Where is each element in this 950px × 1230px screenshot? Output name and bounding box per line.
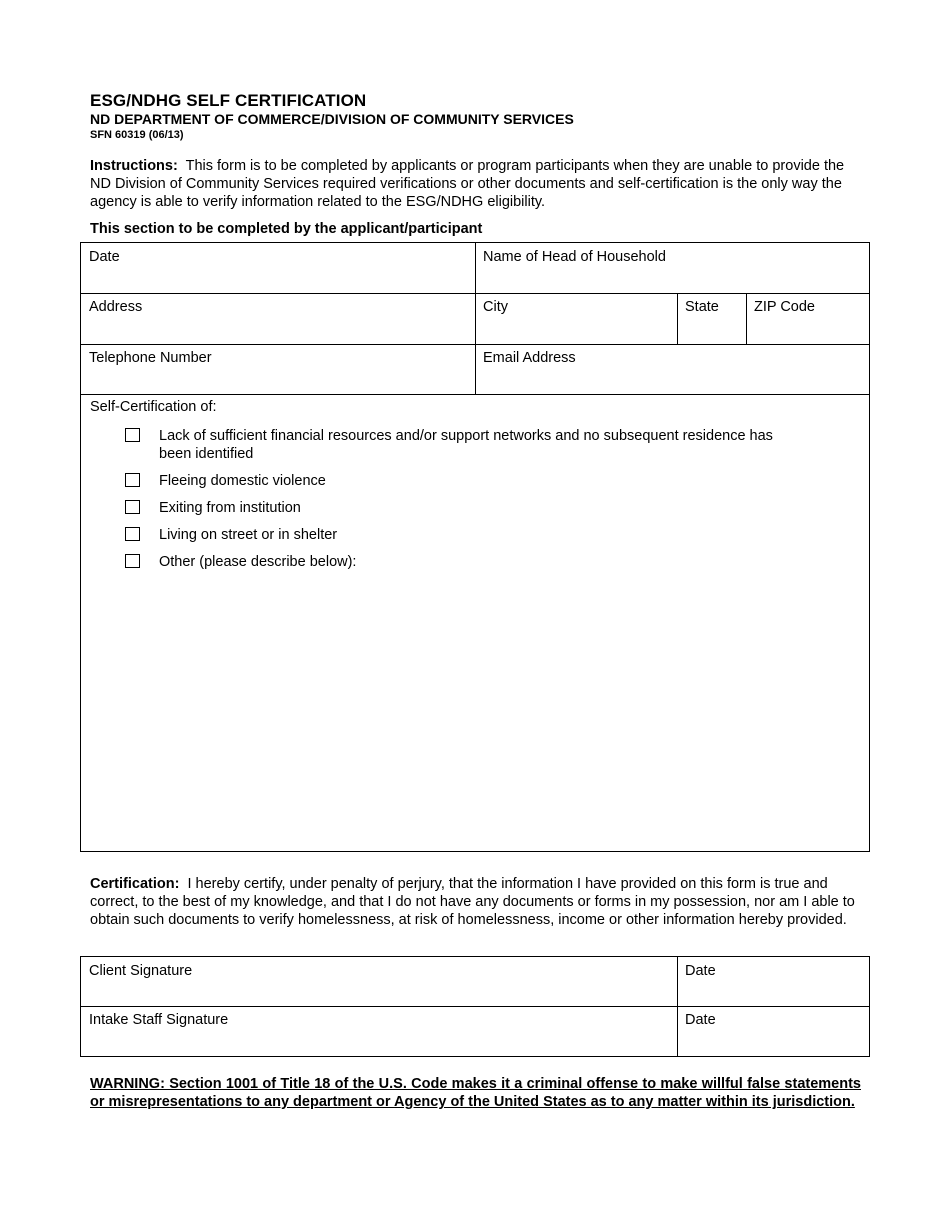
client-signature-field[interactable] xyxy=(81,957,677,1006)
department-name: ND DEPARTMENT OF COMMERCE/DIVISION OF COMMUNITY SERVICES xyxy=(90,111,574,127)
city-label: City xyxy=(483,299,508,315)
option-label: Fleeing domestic violence xyxy=(159,473,326,489)
warning-notice: WARNING: Section 1001 of Title 18 of the U.S. Code makes it a criminal offense to make willful false statements or misrepresentations to any department or Agency of the United States as to any matter within its jurisdiction. xyxy=(90,1076,861,1110)
option-label: Lack of sufficient financial resources and/or support networks and no subsequent residence has been identified xyxy=(159,428,773,462)
checkbox-icon[interactable] xyxy=(125,428,140,442)
city-field[interactable] xyxy=(475,293,677,344)
state-field[interactable] xyxy=(677,293,746,344)
certification-label: Certification: xyxy=(90,876,180,892)
checkbox-icon[interactable] xyxy=(125,473,140,487)
head-of-household-label: Name of Head of Household xyxy=(483,249,666,265)
checkbox-icon[interactable] xyxy=(125,500,140,514)
instructions-text: This form is to be completed by applicants or program participants when they are unable to provide the ND Division of Community Services required verifications or other documents and self-certification is the only way the agency is able to verify information related to the ESG/NDHG eligibility. xyxy=(90,158,845,210)
staff-signature-label: Intake Staff Signature xyxy=(89,1012,229,1028)
client-date-label: Date xyxy=(685,963,716,979)
zip-field[interactable] xyxy=(746,293,869,344)
applicant-info-table xyxy=(80,242,870,852)
certification-statement xyxy=(90,875,865,929)
staff-date-field[interactable] xyxy=(677,1006,869,1056)
telephone-field[interactable] xyxy=(81,344,475,394)
instructions xyxy=(90,157,865,211)
section-heading: This section to be completed by the applicant/participant xyxy=(90,221,483,237)
address-field[interactable] xyxy=(81,293,475,344)
client-date-field[interactable] xyxy=(677,957,869,1006)
email-field[interactable] xyxy=(475,344,869,394)
form-number: SFN 60319 (06/13) xyxy=(90,129,184,141)
staff-signature-field[interactable] xyxy=(81,1006,677,1056)
checkbox-icon[interactable] xyxy=(125,554,140,568)
option-label: Other (please describe below): xyxy=(159,554,357,570)
option-label: Exiting from institution xyxy=(159,500,301,516)
certification-text: I hereby certify, under penalty of perjury, that the information I have provided on this form is true and correct, to the best of my knowledge, and that I do not have any documents or forms in my possession, nor am I able to obtain such documents to verify homelessness, at risk of homelessness, income or other information hereby provided. xyxy=(90,876,855,928)
date-field[interactable] xyxy=(81,243,475,293)
date-label: Date xyxy=(89,249,120,265)
form-title: ESG/NDHG SELF CERTIFICATION xyxy=(90,91,367,110)
self-certification-label: Self-Certification of: xyxy=(90,399,217,415)
zip-label: ZIP Code xyxy=(754,299,815,315)
signature-table xyxy=(80,956,870,1057)
email-label: Email Address xyxy=(483,350,576,366)
address-label: Address xyxy=(89,299,143,315)
telephone-label: Telephone Number xyxy=(89,350,212,366)
head-of-household-field[interactable] xyxy=(475,243,869,293)
option-label: Living on street or in shelter xyxy=(159,527,338,543)
state-label: State xyxy=(685,299,719,315)
instructions-label: Instructions: xyxy=(90,158,178,174)
checkbox-icon[interactable] xyxy=(125,527,140,541)
staff-date-label: Date xyxy=(685,1012,716,1028)
client-signature-label: Client Signature xyxy=(89,963,193,979)
